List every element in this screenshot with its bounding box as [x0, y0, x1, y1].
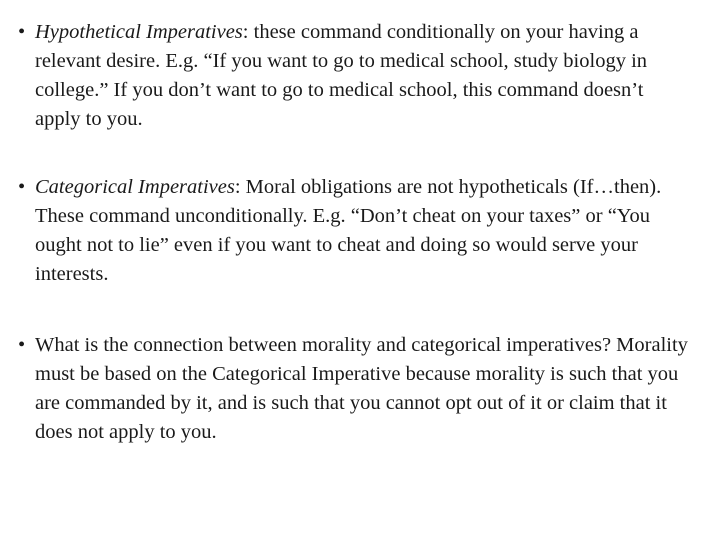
morality-connection-text: What is the connection between morality and categorical imperatives? Morality must be based on the Categorical Imperative because morality is such that you are commanded by it, and is such that you cannot opt out of it or claim that it does not apply to you. — [35, 334, 688, 443]
term-hypothetical-imperatives: Hypothetical Imperatives — [35, 21, 243, 43]
definition-hypothetical-imperatives: : these command conditionally on your having a relevant desire. E.g. “If you want to go to medical school, study biology in college.” If you don’t want to go to medical school, this command doesn’t apply to you. — [35, 21, 648, 130]
bullet-morality-connection — [18, 331, 690, 447]
bullet-icon: • — [18, 21, 26, 43]
bullet-icon: • — [18, 334, 26, 356]
term-categorical-imperatives: Categorical Imperatives — [35, 176, 235, 198]
definition-categorical-imperatives: : Moral obligations are not hypotheticals (If…then). These command unconditionally. E.g. “Don’t cheat on your taxes” or “You ought not to lie” even if you want to cheat and doing so would serve your interests. — [35, 176, 662, 285]
bullet-categorical-imperatives — [18, 173, 690, 289]
bullet-hypothetical-imperatives — [18, 18, 690, 134]
bullet-icon: • — [18, 176, 26, 198]
